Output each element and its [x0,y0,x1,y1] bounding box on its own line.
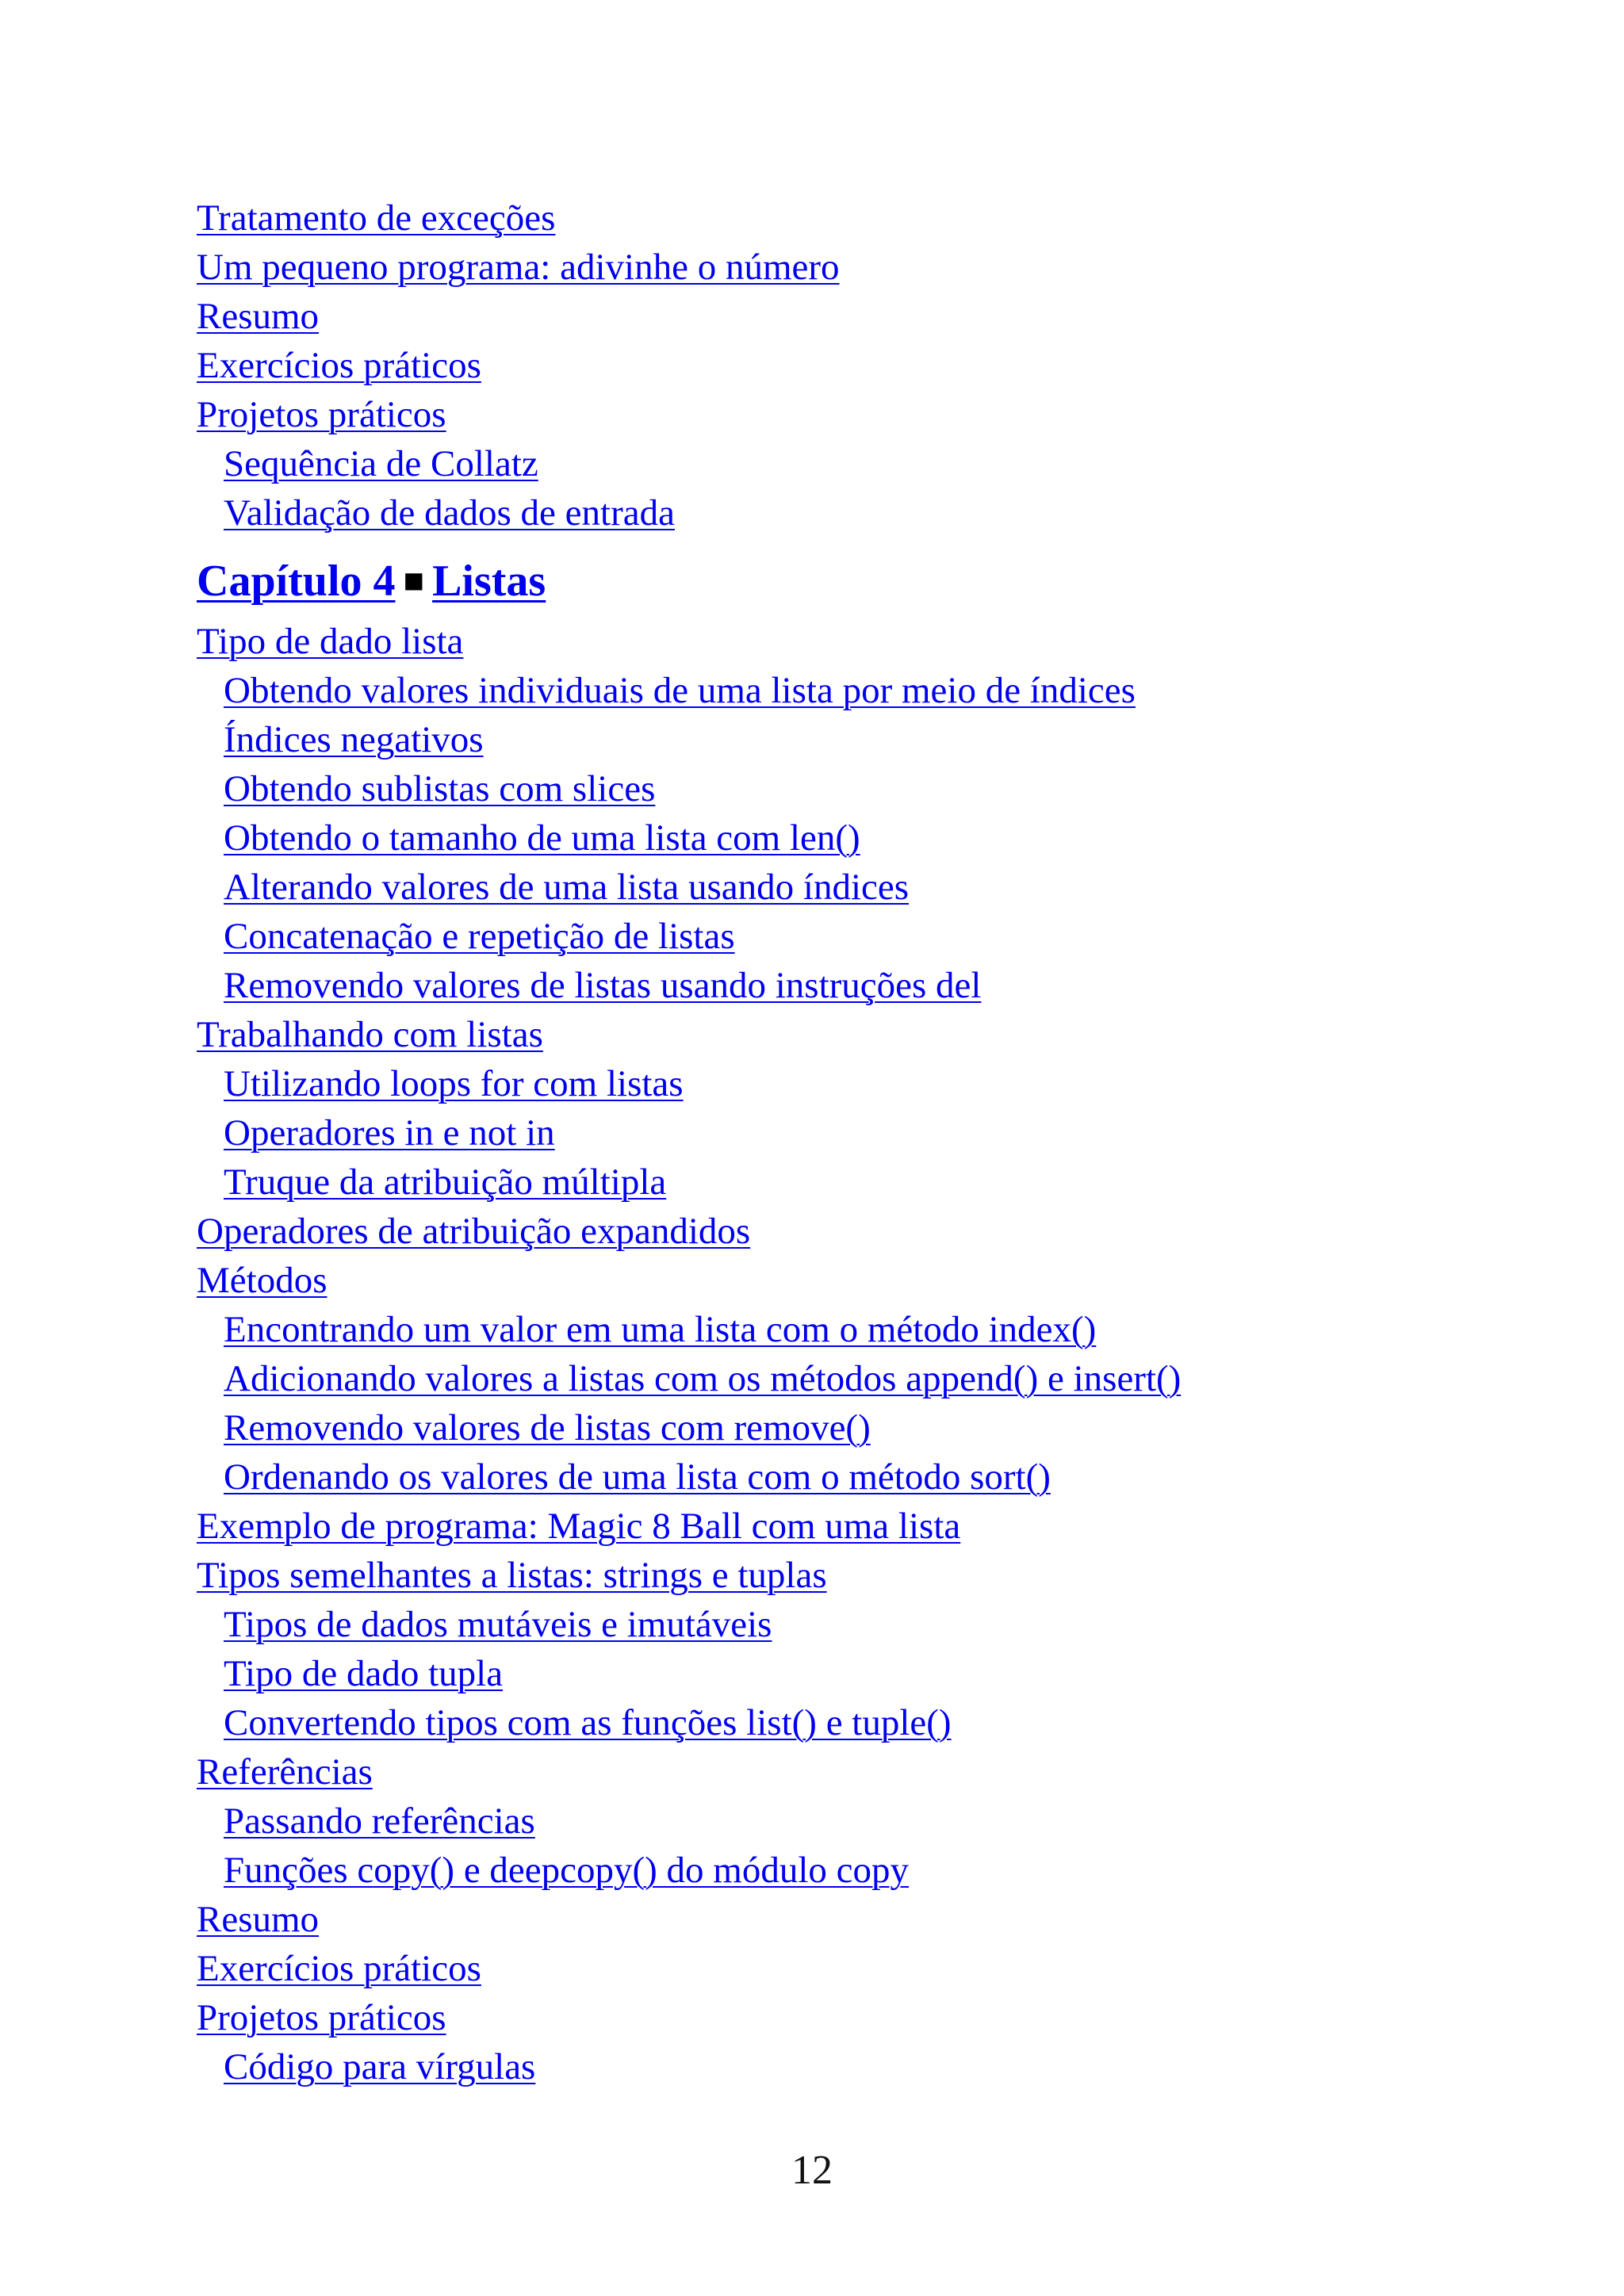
toc-subsection-link[interactable]: Obtendo sublistas com slices [224,768,656,809]
toc-section-link[interactable]: Exercícios práticos [197,1948,481,1989]
toc-section-link[interactable]: Projetos práticos [197,1997,446,2038]
toc-section-link[interactable]: Resumo [197,1899,320,1940]
toc-section-before [197,193,1497,538]
table-of-contents [197,193,1497,2091]
toc-subsection-link[interactable]: Encontrando um valor em uma lista com o método index() [224,1309,1097,1350]
toc-subsection-link[interactable]: Utilizando loops for com listas [224,1063,684,1104]
toc-subsection-link[interactable]: Obtendo o tamanho de uma lista com len() [224,817,860,859]
toc-subsection-link[interactable]: Código para vírgulas [224,2046,536,2087]
toc-subsection-link[interactable]: Convertendo tipos com as funções list() e tuple() [224,1702,952,1743]
toc-subsection-link[interactable]: Tipo de dado tupla [224,1653,504,1694]
chapter-separator-icon: ■ [403,561,425,600]
toc-section-link[interactable]: Tipo de dado lista [197,621,464,662]
toc-subsection-link[interactable]: Ordenando os valores de uma lista com o método sort() [224,1456,1051,1498]
toc-subsection-link[interactable]: Adicionando valores a listas com os métodos append() e insert() [224,1358,1182,1399]
toc-section-link[interactable]: Exemplo de programa: Magic 8 Ball com uma lista [197,1506,961,1547]
toc-section-link[interactable]: Trabalhando com listas [197,1014,543,1055]
toc-section-link[interactable]: Tratamento de exceções [197,197,556,239]
toc-subsection-link[interactable]: Removendo valores de listas com remove() [224,1407,871,1448]
toc-subsection-link[interactable]: Concatenação e repetição de listas [224,916,735,957]
toc-subsection-link[interactable]: Alterando valores de uma lista usando índices [224,867,910,908]
chapter-heading [197,553,1497,609]
chapter-number-link[interactable]: Capítulo 4 [197,557,396,606]
toc-subsection-link[interactable]: Truque da atribuição múltipla [224,1161,667,1203]
toc-subsection-link[interactable]: Removendo valores de listas usando instruções del [224,965,982,1006]
toc-section-link[interactable]: Exercícios práticos [197,345,481,386]
toc-subsection-link[interactable]: Funções copy() e deepcopy() do módulo copy [224,1850,910,1891]
toc-section-link[interactable]: Tipos semelhantes a listas: strings e tuplas [197,1555,827,1596]
toc-subsection-link[interactable]: Tipos de dados mutáveis e imutáveis [224,1604,772,1645]
page-number: 12 [791,2148,833,2193]
toc-subsection-link[interactable]: Sequência de Collatz [224,443,538,484]
toc-section-after [197,617,1497,2091]
toc-subsection-link[interactable]: Validação de dados de entrada [224,492,675,534]
toc-subsection-link[interactable]: Índices negativos [224,719,484,760]
toc-section-link[interactable]: Resumo [197,296,320,337]
toc-section-link[interactable]: Operadores de atribuição expandidos [197,1211,751,1252]
toc-subsection-link[interactable]: Obtendo valores individuais de uma lista por meio de índices [224,670,1136,711]
toc-subsection-link[interactable]: Passando referências [224,1800,535,1842]
toc-section-link[interactable]: Referências [197,1751,373,1793]
toc-section-link[interactable]: Métodos [197,1260,327,1301]
toc-section-link[interactable]: Projetos práticos [197,394,446,435]
toc-section-link[interactable]: Um pequeno programa: adivinhe o número [197,247,840,288]
toc-subsection-link[interactable]: Operadores in e not in [224,1112,555,1154]
chapter-title-link[interactable]: Listas [432,557,546,606]
